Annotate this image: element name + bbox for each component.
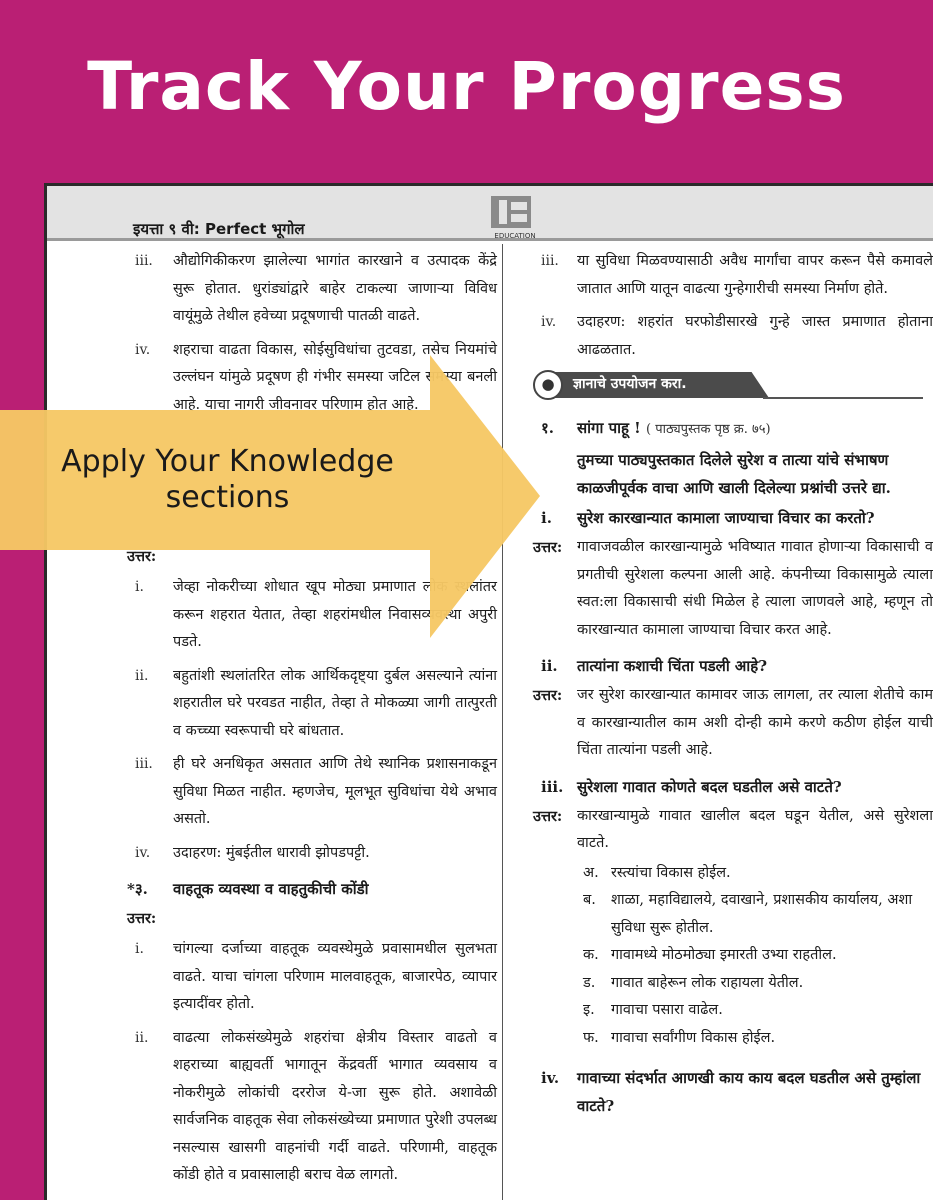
publisher-logo — [487, 192, 543, 240]
answer-label: उत्तर: — [127, 548, 157, 565]
question: iii. सुरेशला गावात कोणते बदल घडतील असे वाटते? — [541, 777, 842, 796]
list-item: ii. बहुतांशी स्थलांतरित लोक आर्थिकदृष्ट्या दुर्बल असल्याने त्यांना शहरातील घरे परवडत नाहीत, तेव्हा ते मोकळ्या जागी तात्पुरती व कच्च्या स्वरूपाची घरे बांधतात. — [135, 667, 497, 739]
question-heading: १. सांगा पाहू ! ( पाठ्यपुस्तक पृष्ठ क्र. ७५) — [541, 419, 771, 437]
lightbulb-icon: ● — [533, 370, 563, 400]
list-item: ii. वाढत्या लोकसंख्येमुळे शहरांचा क्षेत्रीय विस्तार वाढतो व शहराच्या बाह्यवर्ती भागातून केंद्रवर्ती भागात व्यवसाय व नोकरीमुळे लोकांची दररोज ये-जा सुरू होते. अशावेळी सार्वजनिक वाहतूक सेवा लोकसंख्येच्या प्रमाणात पुरेशी उपलब्ध नसल्यास खासगी वाहनांची गर्दी वाढते. परिणामी, वाहतूक कोंडी होते व प्रवासालाही बराच वेळ लागतो. — [135, 1029, 497, 1183]
section-tag — [533, 370, 923, 400]
page-header — [47, 186, 933, 241]
textbook-page — [44, 183, 933, 1200]
answer-label: उत्तर: — [127, 910, 157, 927]
list-item: अ. रस्त्यांचा विकास होईल. — [583, 864, 731, 881]
question: i. सुरेश कारखान्यात कामाला जाण्याचा विचार का करतो? — [541, 509, 875, 527]
list-item: i. चांगल्या दर्जाच्या वाहतूक व्यवस्थेमुळे प्रवासामधील सुलभता वाढते. याचा चांगला परिणाम मालवाहतूक, बाजारपेठ, व्यापार इत्यादींवर होतो. — [135, 941, 497, 1012]
list-item: iii. ही घरे अनधिकृत असतात आणि तेथे स्थानिक प्रशासनाकडून सुविधा मिळत नाहीत. म्हणजेच, मूलभूत सुविधांचा येथे अभाव असतो. — [135, 756, 497, 827]
list-item: i. जेव्हा नोकरीच्या शोधात खूप मोठ्या प्रमाणात लोक स्थलांतर करून शहरात येतात, तेव्हा शहरांमधील निवासव्यवस्था अपुरी पडते. — [135, 579, 497, 650]
callout-text — [0, 444, 455, 516]
question-text: तुमच्या पाठ्यपुस्तकात दिलेले सुरेश व तात्या यांचे संभाषण काळजीपूर्वक वाचा आणि खाली दिलेल्या प्रश्नांची उत्तरे द्या. — [577, 451, 891, 497]
list-item: iii. या सुविधा मिळवण्यासाठी अवैध मार्गांचा वापर करून पैसे कमावले जातात आणि यातून वाढत्या गुन्हेगारीची समस्या निर्माण होते. — [541, 253, 933, 297]
list-item: फ. गावाचा सर्वांगीण विकास होईल. — [583, 1029, 776, 1046]
list-item: ड. गावात बाहेरून लोक राहायला येतील. — [583, 974, 804, 991]
list-item: ब. शाळा, महाविद्यालये, दवाखाने, प्रशासकीय कार्यालय, अशा सुविधा सुरू होतील. — [583, 892, 913, 936]
list-item: iv. उदाहरण: शहरांत घरफोडीसारखे गुन्हे जास्त प्रमाणात होताना आढळतात. — [541, 314, 933, 358]
answer: उत्तर: गावाजवळील कारखान्यामुळे भविष्यात गावात होणाऱ्या विकासाची व प्रगतीची सुरेशला कल्पना आली आहे. कंपनीच्या विकासामुळे त्याला स्वत:ला विकासाची संधी मिळेल हे त्याला जाणवले आहे, म्हणून तो कारखान्यात कामाला जाण्याचा विचार करत आहे. — [533, 539, 933, 638]
list-item: iv. शहराचा वाढता विकास, सोईसुविधांचा तुटवडा, तसेच नियमांचे उल्लंघन यांमुळे प्रदूषण ही गंभीर समस्या जटिल समस्या बनली आहे. याचा नागरी जीवनावर परिणाम होत आहे. — [135, 341, 497, 413]
section-label: ज्ञानाचे उपयोजन करा. — [573, 376, 687, 392]
list-item: iv. उदाहरण: मुंबईतील धारावी झोपडपट्टी. — [135, 844, 370, 861]
right-column — [533, 248, 933, 1122]
question: iv. गावाच्या संदर्भात आणखी काय काय बदल घडतील असे तुम्हांला वाटते? — [541, 1069, 921, 1115]
list-item: iii. औद्योगिकीकरण झालेल्या भागांत कारखाने व उत्पादक केंद्रे सुरू होतात. धुरांड्यांद्वारे बाहेर टाकल्या जाणाऱ्या विविध वायूंमुळे तेथील हवेच्या प्रदूषणाची पातळी वाढते. — [135, 253, 497, 324]
svg-text:EDUCATION: EDUCATION — [494, 232, 536, 240]
answer: उत्तर: जर सुरेश कारखान्यात कामावर जाऊ लागला, तर त्याला शेतीचे काम व कारखान्यातील काम अशी दोन्ही कामे करणे कठीण होईल याची चिंता तात्यांना पडली आहे. — [533, 687, 933, 758]
page-header-title: इयत्ता ९ वी: Perfect भूगोल — [133, 220, 305, 238]
list-item: क. गावामध्ये मोठमोठ्या इमारती उभ्या राहतील. — [583, 947, 837, 963]
question-heading: *३. वाहतूक व्यवस्था व वाहतुकीची कोंडी — [127, 880, 369, 898]
callout-arrow — [0, 355, 540, 638]
banner-title: Track Your Progress — [87, 48, 846, 125]
answer: उत्तर: कारखान्यामुळे गावात खालील बदल घडून येतील, असे सुरेशला वाटते. — [533, 807, 933, 851]
question: ii. तात्यांना कशाची चिंता पडली आहे? — [541, 657, 768, 675]
list-item: इ. गावाचा पसारा वाढेल. — [583, 1002, 723, 1018]
callout-line-1: Apply Your Knowledge — [61, 444, 394, 479]
callout-line-2: sections — [165, 480, 290, 515]
